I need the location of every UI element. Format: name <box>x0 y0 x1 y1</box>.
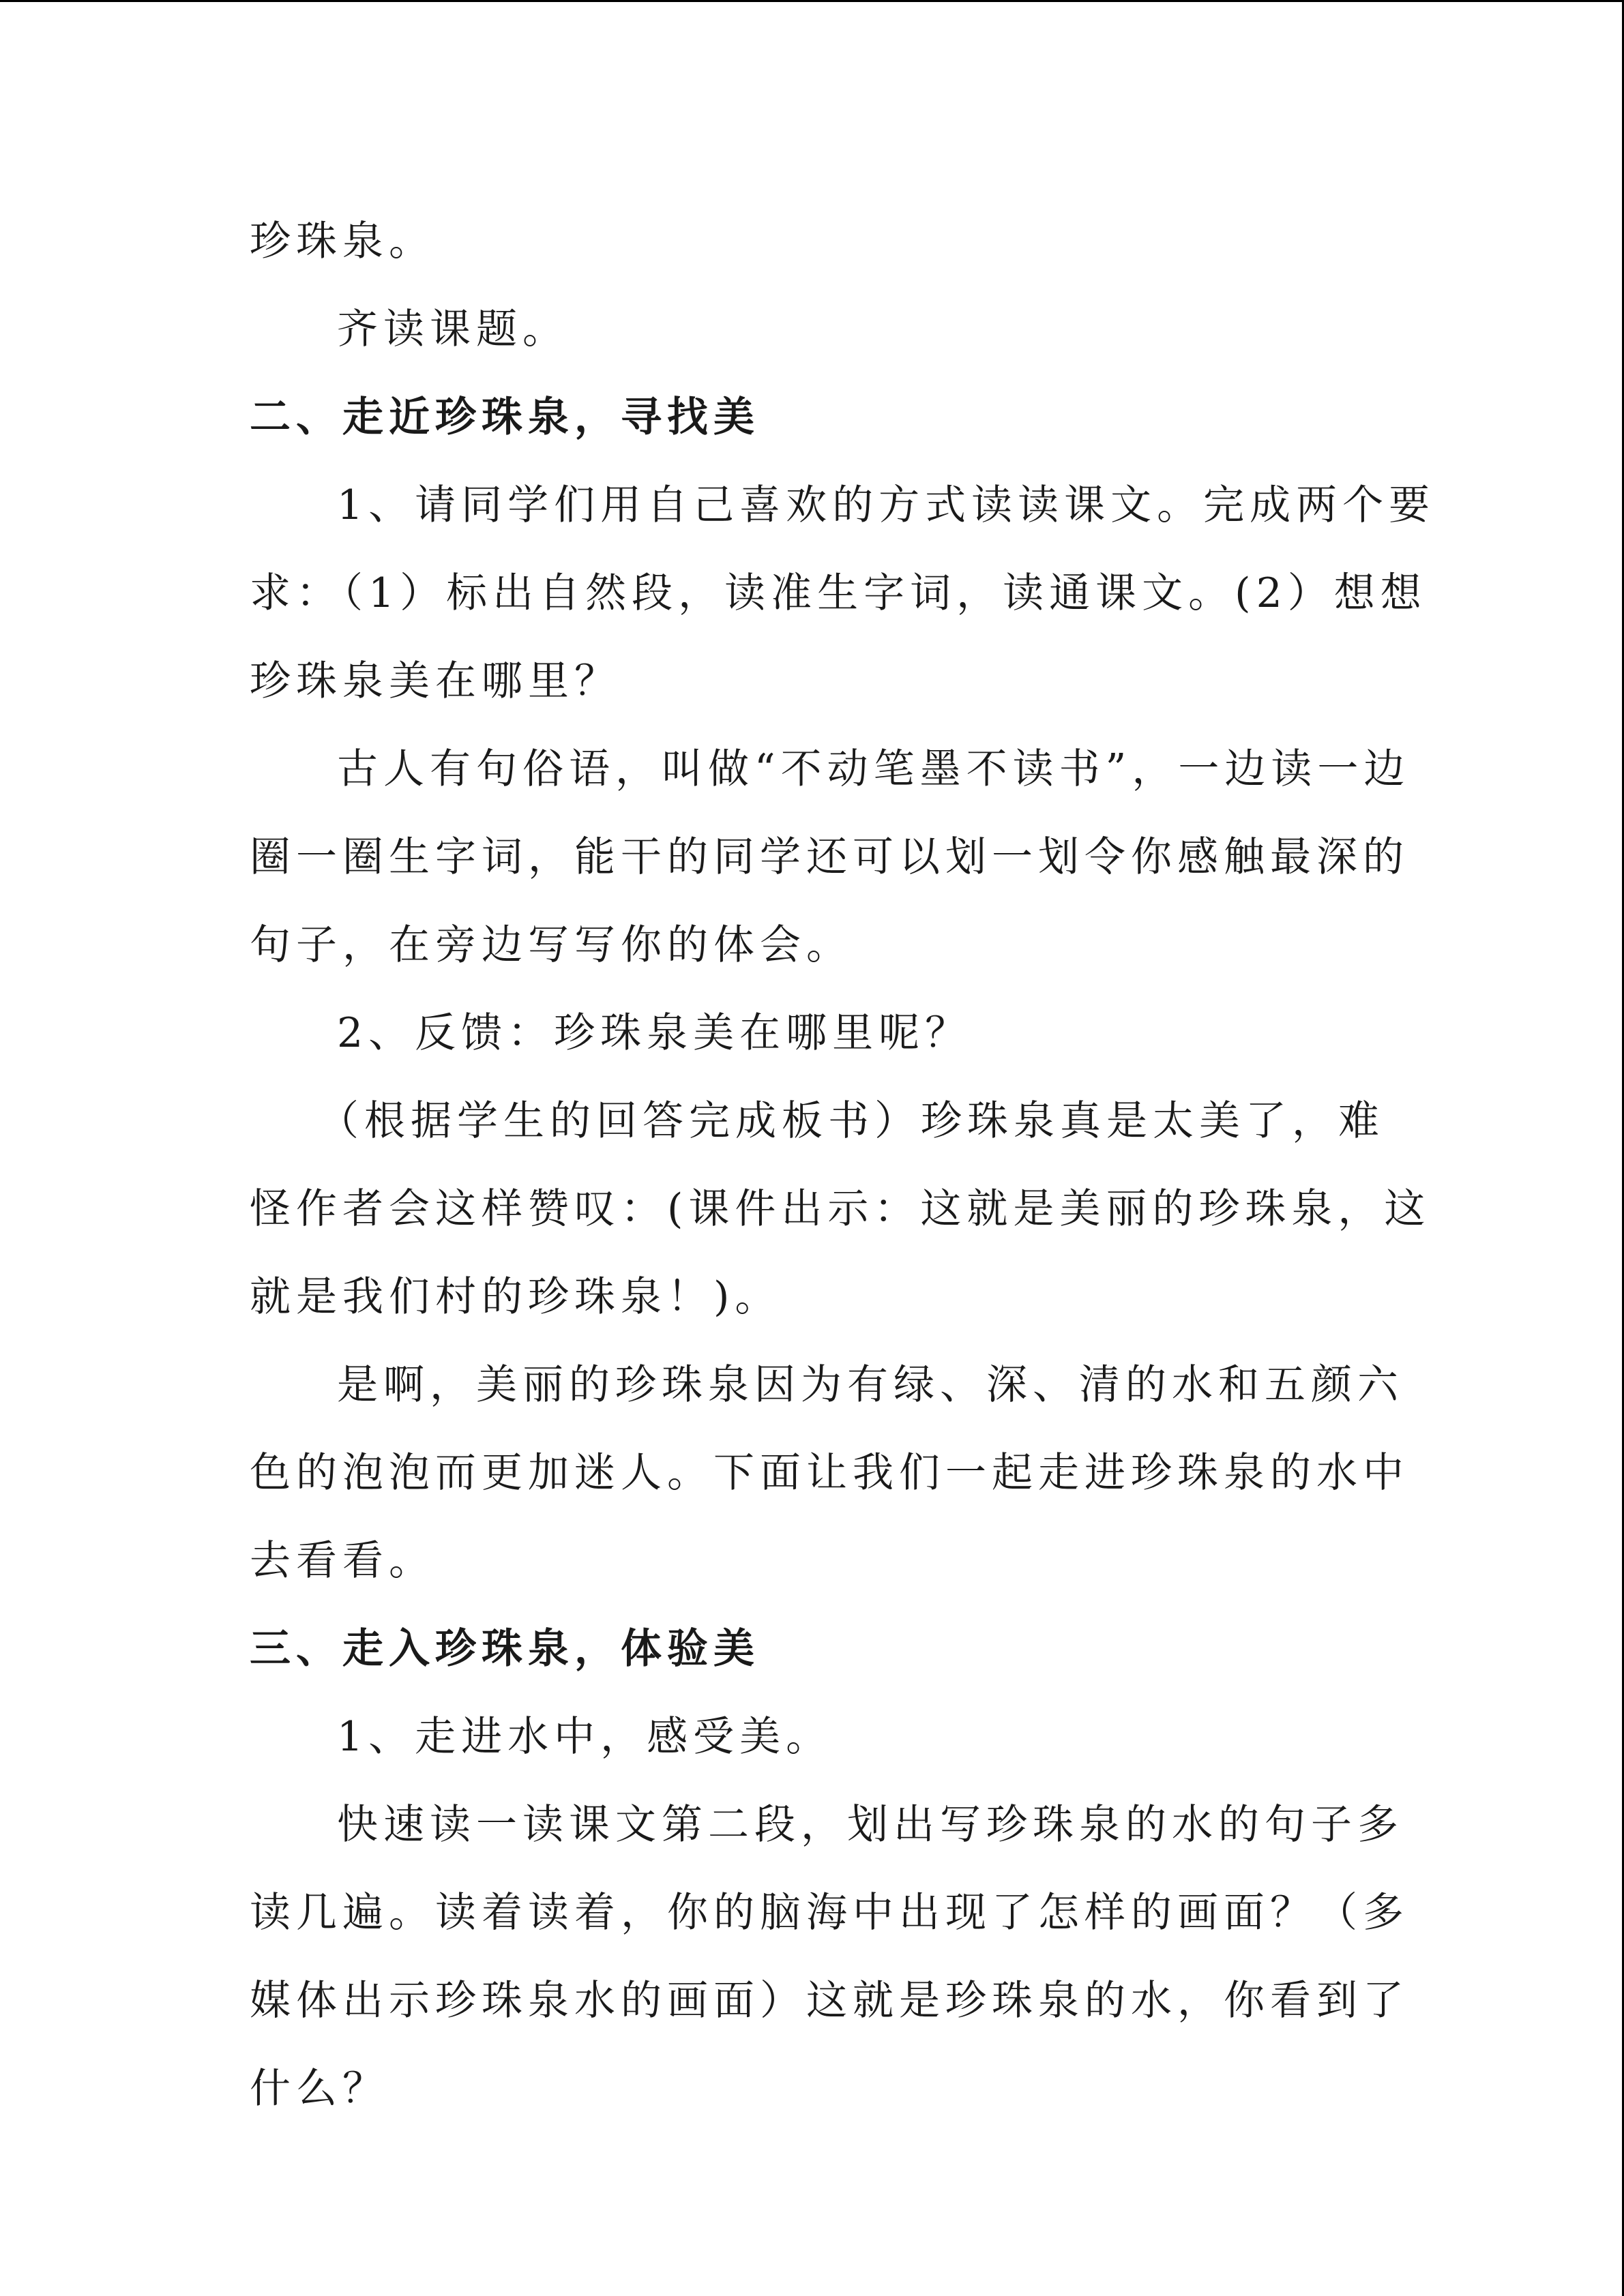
paragraph-line: 就是我们村的珍珠泉！)。 <box>250 1273 782 1321</box>
paragraph-line: 快速读一读课文第二段，划出写珍珠泉的水的句子多 <box>337 1801 1404 1849</box>
paragraph-line: 1、请同学们用自己喜欢的方式读读课文。完成两个要 <box>337 481 1436 529</box>
paragraph-line: 求：（1）标出自然段，读准生字词，读通课文。(2）想想 <box>250 569 1427 617</box>
paragraph-line: 色的泡泡而更加迷人。下面让我们一起走进珍珠泉的水中 <box>250 1449 1409 1497</box>
paragraph-line: 珍珠泉。 <box>250 218 435 265</box>
paragraph-line: 齐读课题。 <box>337 305 569 353</box>
paragraph-line: 古人有句俗语，叫做“不动笔墨不读书”，一边读一边 <box>337 745 1411 793</box>
paragraph-line: 句子，在旁边写写你的体会。 <box>250 921 853 969</box>
page-border-top <box>0 0 1624 2</box>
paragraph-line: 什么？ <box>250 2065 389 2113</box>
paragraph-line: 圈一圈生字词，能干的同学还可以划一划令你感触最深的 <box>250 833 1409 881</box>
paragraph-line: 媒体出示珍珠泉水的画面）这就是珍珠泉的水，你看到了 <box>250 1977 1409 2025</box>
paragraph-line: 是啊，美丽的珍珠泉因为有绿、深、清的水和五颜六 <box>337 1361 1404 1409</box>
paragraph-line: 去看看。 <box>250 1537 435 1585</box>
paragraph-line: 2、反馈：珍珠泉美在哪里呢？ <box>337 1009 972 1057</box>
paragraph-line: 珍珠泉美在哪里？ <box>250 657 621 705</box>
document-body <box>250 198 1436 2133</box>
paragraph-line: 1、走进水中，感受美。 <box>337 1713 833 1761</box>
section-heading: 三、走入珍珠泉，体验美 <box>250 1625 760 1673</box>
paragraph-line: （根据学生的回答完成板书）珍珠泉真是太美了，难 <box>318 1097 1385 1145</box>
paragraph-line: 读几遍。读着读着，你的脑海中出现了怎样的画面？（多 <box>250 1889 1409 1937</box>
paragraph-line: 怪作者会这样赞叹：(课件出示：这就是美丽的珍珠泉，这 <box>250 1185 1431 1233</box>
section-heading: 二、走近珍珠泉，寻找美 <box>250 393 760 441</box>
